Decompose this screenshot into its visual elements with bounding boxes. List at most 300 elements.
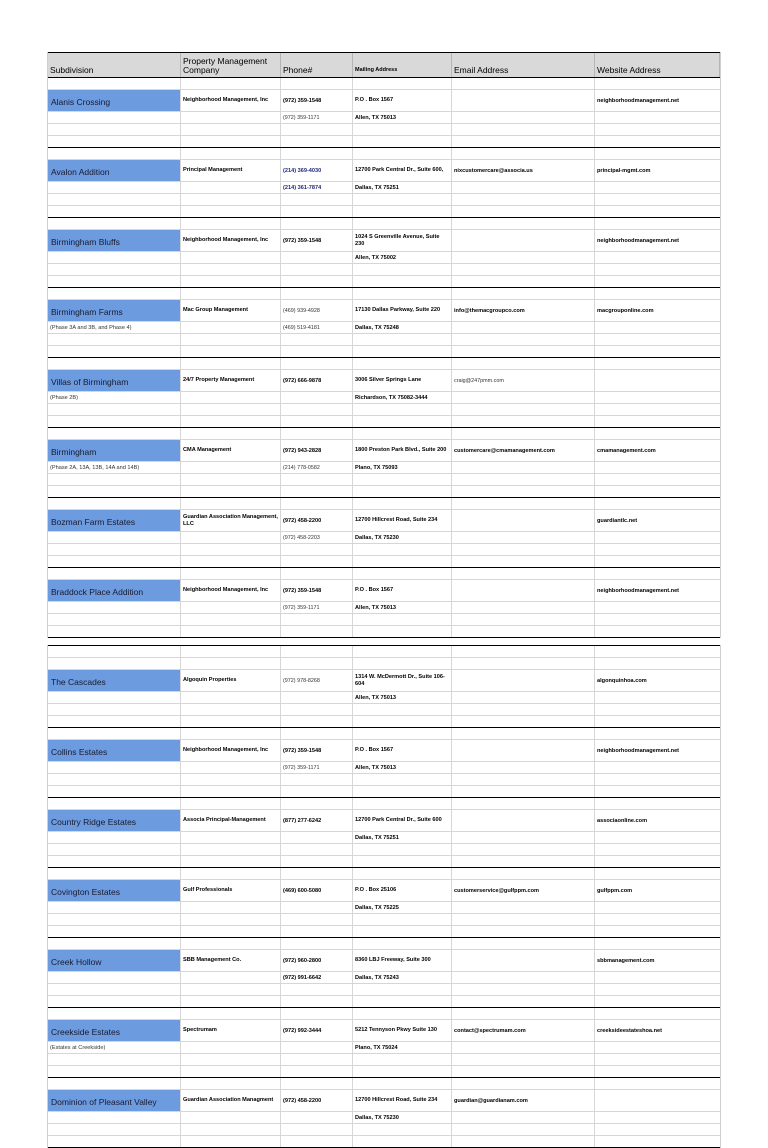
blank-cell [48, 568, 181, 579]
blank-cell [452, 148, 595, 159]
blank-cell [353, 404, 452, 415]
blank-cell [281, 704, 353, 715]
blank-cell [595, 704, 720, 715]
blank-cell [48, 486, 181, 497]
blank-cell [48, 194, 181, 205]
blank-cell [452, 392, 595, 403]
blank-cell [181, 148, 281, 159]
email-address [452, 740, 595, 761]
blank-cell [595, 1008, 720, 1019]
blank-row [48, 914, 720, 926]
mailing-address-line-2: Dallas, TX 75251 [353, 832, 452, 843]
blank-cell [595, 264, 720, 275]
phone-secondary: (972) 991-6642 [281, 972, 353, 983]
blank-cell [281, 1124, 353, 1135]
blank-cell [181, 194, 281, 205]
subdivision-name: Birmingham [48, 440, 181, 461]
website-address: associaonline.com [597, 817, 648, 824]
blank-cell [452, 844, 595, 855]
blank-cell [181, 716, 281, 727]
blank-cell [181, 288, 281, 299]
blank-cell [181, 1042, 281, 1053]
entry-main-row [48, 580, 720, 602]
mailing-address-line-1: 1024 S Greenville Avenue, Suite 230 [353, 230, 452, 251]
blank-cell [181, 1124, 281, 1135]
blank-cell [595, 1078, 720, 1089]
spreadsheet-page-2 [47, 645, 721, 1148]
subdivision-note: (Phase 2A, 13A, 13B, 14A and 14B) [48, 462, 181, 473]
blank-cell [181, 392, 281, 403]
email-address [452, 950, 595, 971]
blank-cell [595, 404, 720, 415]
blank-cell [181, 868, 281, 879]
entry-detail-row [48, 1112, 720, 1124]
blank-cell [48, 658, 181, 669]
blank-cell [281, 194, 353, 205]
blank-cell [181, 972, 281, 983]
blank-cell [452, 498, 595, 509]
blank-cell [281, 1136, 353, 1147]
blank-cell [181, 1066, 281, 1077]
phone-secondary [281, 1112, 353, 1123]
mailing-address-line-2: Dallas, TX 75230 [353, 1112, 452, 1123]
blank-cell [353, 844, 452, 855]
company-name: Neighborhood Management, Inc [181, 230, 281, 251]
blank-cell [281, 416, 353, 427]
blank-cell [281, 868, 353, 879]
blank-cell [595, 288, 720, 299]
mailing-address-line-1: P.O . Box 1567 [353, 580, 452, 601]
blank-row [48, 798, 720, 810]
blank-cell [48, 844, 181, 855]
phone-secondary: (972) 359-1171 [281, 602, 353, 613]
subdivision-note [48, 692, 181, 703]
blank-cell [595, 498, 720, 509]
header-mailing: Mailing Address [353, 53, 452, 77]
blank-cell [353, 716, 452, 727]
blank-cell [353, 626, 452, 637]
entry-detail-row [48, 462, 720, 474]
blank-row [48, 276, 720, 288]
blank-cell [181, 568, 281, 579]
blank-cell [181, 1078, 281, 1089]
blank-cell [353, 658, 452, 669]
blank-cell [181, 786, 281, 797]
blank-cell [452, 868, 595, 879]
blank-cell [353, 774, 452, 785]
blank-cell [595, 844, 720, 855]
blank-cell [48, 346, 181, 357]
blank-cell [452, 78, 595, 89]
blank-cell [353, 1008, 452, 1019]
blank-cell [452, 762, 595, 773]
website-address: neighborhoodmanagement.net [597, 587, 680, 594]
blank-row [48, 568, 720, 580]
blank-cell [595, 428, 720, 439]
blank-cell [353, 798, 452, 809]
blank-cell [48, 498, 181, 509]
blank-cell [595, 762, 720, 773]
blank-cell [595, 914, 720, 925]
mailing-address-line-1: 1800 Preston Park Blvd., Suite 200 [353, 440, 452, 461]
blank-row [48, 358, 720, 370]
blank-cell [452, 832, 595, 843]
entry-main-row [48, 160, 720, 182]
blank-cell [595, 984, 720, 995]
phone-secondary: (469) 519-4181 [281, 322, 353, 333]
blank-cell [452, 252, 595, 263]
blank-cell [181, 856, 281, 867]
blank-cell [353, 1066, 452, 1077]
blank-cell [281, 556, 353, 567]
email-address: info@themacgroupco.com [452, 300, 595, 321]
blank-cell [281, 1066, 353, 1077]
blank-cell [281, 926, 353, 937]
blank-cell [181, 704, 281, 715]
blank-cell [281, 288, 353, 299]
blank-cell [353, 124, 452, 135]
blank-cell [353, 704, 452, 715]
entry-main-row [48, 510, 720, 532]
blank-cell [452, 568, 595, 579]
blank-cell [452, 124, 595, 135]
blank-row [48, 78, 720, 90]
blank-cell [353, 786, 452, 797]
blank-cell [595, 182, 720, 193]
blank-cell [181, 78, 281, 89]
mailing-address-line-1: 12700 Park Central Dr., Suite 600, [353, 160, 452, 181]
blank-cell [48, 984, 181, 995]
subdivision-name: Villas of Birmingham [48, 370, 181, 391]
blank-cell [353, 544, 452, 555]
header-website: Website Address [595, 53, 720, 77]
blank-row [48, 1008, 720, 1020]
blank-cell [595, 322, 720, 333]
blank-cell [595, 334, 720, 345]
blank-cell [452, 1112, 595, 1123]
blank-cell [452, 544, 595, 555]
blank-cell [452, 182, 595, 193]
email-address: craig@247pmm.com [452, 370, 595, 391]
entry-detail-row [48, 762, 720, 774]
website-address: sbbmanagement.com [597, 957, 655, 964]
blank-cell [452, 136, 595, 147]
blank-cell [452, 346, 595, 357]
blank-cell [48, 1078, 181, 1089]
header-email: Email Address [452, 53, 595, 77]
blank-cell [452, 288, 595, 299]
blank-row [48, 1066, 720, 1078]
website-address: guardiantlc.net [597, 517, 638, 524]
blank-row [48, 984, 720, 996]
phone-primary: (972) 960-2800 [281, 950, 353, 971]
entries-part-2 [48, 645, 720, 1148]
entry-detail-row [48, 392, 720, 404]
blank-cell [281, 1078, 353, 1089]
blank-cell [281, 544, 353, 555]
blank-cell [452, 972, 595, 983]
blank-cell [48, 938, 181, 949]
subdivision-note [48, 602, 181, 613]
blank-cell [48, 334, 181, 345]
blank-cell [452, 614, 595, 625]
blank-cell [281, 78, 353, 89]
blank-cell [452, 716, 595, 727]
mailing-address-line-2: Dallas, TX 75248 [353, 322, 452, 333]
blank-row [48, 614, 720, 626]
subdivision-name: Braddock Place Addition [48, 580, 181, 601]
blank-row [48, 786, 720, 798]
blank-cell [353, 334, 452, 345]
subdivision-note [48, 252, 181, 263]
blank-row [48, 856, 720, 868]
blank-row [48, 556, 720, 568]
entry-detail-row [48, 972, 720, 984]
blank-cell [452, 1054, 595, 1065]
mailing-address-line-2: Plano, TX 75024 [353, 1042, 452, 1053]
blank-cell [48, 276, 181, 287]
blank-cell [595, 276, 720, 287]
blank-row [48, 264, 720, 276]
blank-cell [48, 856, 181, 867]
phone-secondary: (972) 458-2203 [281, 532, 353, 543]
blank-cell [595, 486, 720, 497]
blank-cell [452, 1136, 595, 1147]
company-name: SBB Management Co. [181, 950, 281, 971]
blank-cell [452, 626, 595, 637]
phone-secondary: (972) 359-1171 [281, 762, 353, 773]
blank-row [48, 716, 720, 728]
blank-cell [595, 728, 720, 739]
blank-cell [281, 728, 353, 739]
blank-cell [452, 416, 595, 427]
blank-cell [452, 996, 595, 1007]
mailing-address-line-2: Dallas, TX 75251 [353, 182, 452, 193]
subdivision-name: Dominion of Pleasant Valley [48, 1090, 181, 1111]
email-address: customerservice@gulfppm.com [452, 880, 595, 901]
blank-cell [452, 1042, 595, 1053]
website-address: gulfppm.com [597, 887, 633, 894]
blank-cell [452, 692, 595, 703]
blank-cell [281, 1054, 353, 1065]
mailing-address-line-1: P.O . Box 1567 [353, 740, 452, 761]
blank-cell [353, 868, 452, 879]
mailing-address-line-2: Dallas, TX 75225 [353, 902, 452, 913]
blank-cell [48, 264, 181, 275]
blank-row [48, 1136, 720, 1148]
blank-cell [181, 532, 281, 543]
blank-cell [353, 148, 452, 159]
blank-cell [281, 264, 353, 275]
blank-row [48, 1078, 720, 1090]
email-address [452, 230, 595, 251]
blank-cell [48, 404, 181, 415]
entries-part-1 [48, 78, 720, 638]
blank-cell [452, 474, 595, 485]
mailing-address-line-1: 3006 Silver Springs Lane [353, 370, 452, 391]
email-address: contact@spectrumam.com [452, 1020, 595, 1041]
blank-cell [48, 716, 181, 727]
blank-cell [181, 404, 281, 415]
blank-cell [595, 1054, 720, 1065]
blank-cell [353, 276, 452, 287]
blank-cell [181, 474, 281, 485]
blank-cell [595, 938, 720, 949]
entry-main-row [48, 230, 720, 252]
subdivision-name: Creek Hollow [48, 950, 181, 971]
blank-cell [595, 148, 720, 159]
blank-cell [353, 498, 452, 509]
blank-row [48, 428, 720, 440]
phone-secondary: (214) 361-7874 [281, 182, 353, 193]
blank-cell [452, 1078, 595, 1089]
subdivision-note [48, 762, 181, 773]
blank-cell [595, 358, 720, 369]
blank-cell [48, 206, 181, 217]
blank-cell [595, 832, 720, 843]
blank-cell [48, 868, 181, 879]
entry-main-row [48, 1020, 720, 1042]
entry-main-row [48, 950, 720, 972]
blank-cell [48, 926, 181, 937]
blank-cell [595, 78, 720, 89]
blank-row [48, 148, 720, 160]
blank-cell [48, 358, 181, 369]
blank-cell [181, 692, 281, 703]
blank-cell [281, 856, 353, 867]
blank-cell [281, 914, 353, 925]
website-address: neighborhoodmanagement.net [597, 237, 680, 244]
blank-cell [595, 1124, 720, 1135]
blank-row [48, 194, 720, 206]
blank-cell [48, 1124, 181, 1135]
phone-primary: (972) 978-8268 [281, 670, 353, 691]
blank-cell [452, 276, 595, 287]
email-address [452, 90, 595, 111]
subdivision-name: Bozman Farm Estates [48, 510, 181, 531]
mailing-address-line-2: Allen, TX 75013 [353, 602, 452, 613]
entry-main-row [48, 740, 720, 762]
blank-cell [452, 556, 595, 567]
blank-cell [452, 646, 595, 657]
blank-row [48, 486, 720, 498]
subdivision-name: Creekside Estates [48, 1020, 181, 1041]
mailing-address-line-2: Plano, TX 75093 [353, 462, 452, 473]
blank-row [48, 996, 720, 1008]
blank-cell [181, 626, 281, 637]
blank-cell [181, 996, 281, 1007]
blank-cell [595, 1136, 720, 1147]
subdivision-name: Alanis Crossing [48, 90, 181, 111]
email-address: customercare@cmamanagement.com [452, 440, 595, 461]
phone-secondary [281, 392, 353, 403]
email-address [452, 670, 595, 691]
company-name: Principal Management [181, 160, 281, 181]
spreadsheet-page-1 [47, 52, 721, 638]
company-name: Guardian Association Managment [181, 1090, 281, 1111]
blank-cell [595, 218, 720, 229]
phone-secondary [281, 902, 353, 913]
blank-cell [353, 856, 452, 867]
blank-cell [48, 556, 181, 567]
blank-cell [353, 568, 452, 579]
entry-main-row [48, 1090, 720, 1112]
blank-cell [595, 474, 720, 485]
company-name: Gulf Professionals [181, 880, 281, 901]
mailing-address-line-1: P.O . Box 25106 [353, 880, 452, 901]
header-row [48, 52, 720, 78]
subdivision-name: Avalon Addition [48, 160, 181, 181]
entry-detail-row [48, 692, 720, 704]
blank-cell [48, 914, 181, 925]
blank-row [48, 334, 720, 346]
subdivision-name: Country Ridge Estates [48, 810, 181, 831]
blank-cell [181, 926, 281, 937]
phone-primary: (972) 992-3444 [281, 1020, 353, 1041]
phone-secondary [281, 832, 353, 843]
blank-cell [595, 544, 720, 555]
website-address: macgrouponline.com [597, 307, 654, 314]
blank-cell [281, 276, 353, 287]
phone-secondary: (214) 778-0582 [281, 462, 353, 473]
blank-cell [281, 786, 353, 797]
blank-cell [353, 78, 452, 89]
company-name: 24/7 Property Management [181, 370, 281, 391]
blank-cell [48, 474, 181, 485]
blank-cell [48, 288, 181, 299]
subdivision-note [48, 972, 181, 983]
blank-cell [595, 856, 720, 867]
subdivision-note: (Phase 2B) [48, 392, 181, 403]
blank-cell [595, 926, 720, 937]
blank-cell [281, 938, 353, 949]
phone-primary: (469) 600-5080 [281, 880, 353, 901]
blank-cell [181, 322, 281, 333]
blank-cell [353, 486, 452, 497]
blank-cell [353, 264, 452, 275]
blank-row [48, 704, 720, 716]
mailing-address-line-2: Richardson, TX 75082-3444 [353, 392, 452, 403]
blank-cell [281, 646, 353, 657]
blank-row [48, 938, 720, 950]
mailing-address-line-1: 12700 Hillcrest Road, Suite 234 [353, 510, 452, 531]
company-name: Algoquin Properties [181, 670, 281, 691]
blank-cell [281, 614, 353, 625]
blank-row [48, 1054, 720, 1066]
mailing-address-line-1: 5212 Tennyson Pkwy Suite 130 [353, 1020, 452, 1041]
blank-cell [353, 614, 452, 625]
blank-row [48, 206, 720, 218]
mailing-address-line-2: Dallas, TX 75243 [353, 972, 452, 983]
blank-cell [595, 346, 720, 357]
blank-cell [452, 728, 595, 739]
blank-cell [452, 926, 595, 937]
blank-cell [595, 692, 720, 703]
phone-primary: (877) 277-6242 [281, 810, 353, 831]
phone-primary: (214) 369-4030 [281, 160, 353, 181]
blank-cell [281, 334, 353, 345]
blank-cell [452, 486, 595, 497]
blank-cell [181, 276, 281, 287]
blank-cell [452, 206, 595, 217]
blank-cell [353, 996, 452, 1007]
blank-cell [452, 856, 595, 867]
blank-cell [181, 1136, 281, 1147]
phone-primary: (972) 943-2828 [281, 440, 353, 461]
website-address: neighborhoodmanagement.net [597, 97, 680, 104]
entry-main-row [48, 440, 720, 462]
blank-cell [281, 498, 353, 509]
